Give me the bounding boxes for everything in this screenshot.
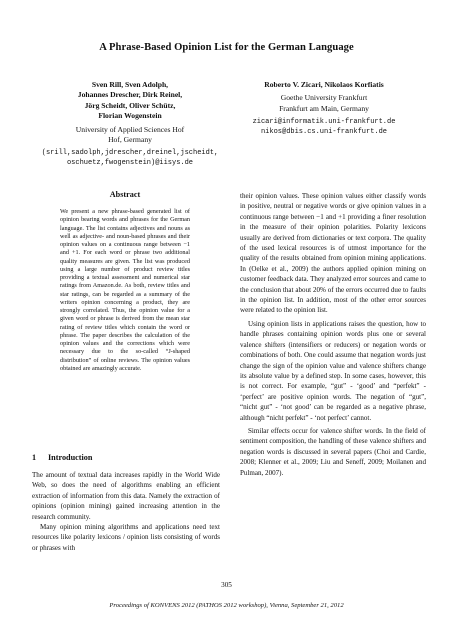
right-column: [240, 191, 426, 478]
section-heading: [32, 453, 220, 462]
page-footer: Proceedings of KONVENS 2012 (PATHOS 2012 workshop), Vienna, September 21, 2012: [109, 602, 344, 609]
author-emails: (srill,sadolph,jdrescher,dreinel,jscheidt, oschuetz,fwogenstein)@iisys.de: [41, 149, 219, 168]
authors-block-right: [234, 80, 414, 137]
author-affiliation: University of Applied Sciences Hof Hof, Germany: [75, 124, 185, 145]
intro-column: [32, 470, 220, 553]
body-paragraph: their opinion values. These opinion values either classify words in positive, neutral or negative words or give opinion values in a continuous range between −1 and +1 providing a finer resolution in the measure of their opinion polarities. Polarity lexicons usually are derived from dictionaries or text corpora. The quality of the used lexical resources is of utmost importance for the quality of the results obtained from opinion mining applications. In (Oelke et al., 2009) the authors applied opinion mining on customer feedback data. They analyzed error sources and came to the conclusion that about 20% of the errors occurred due to faults in the opinion list. In addition, most of the other error sources were related to the opinion list.: [240, 192, 426, 315]
author-names: Roberto V. Zicari, Nikolaos Korfiatis: [264, 80, 384, 89]
author-emails: zicari@informatik.uni-frankfurt.de nikos@dbis.cs.uni-frankfurt.de: [252, 118, 396, 137]
author-names: Sven Rill, Sven Adolph, Johannes Drescher, Dirk Reinel, Jörg Scheidt, Oliver Schütz, Florian Wogenstein: [77, 80, 183, 121]
abstract-heading: Abstract: [109, 190, 141, 199]
author-affiliation: Goethe University Frankfurt Frankfurt am Main, Germany: [279, 93, 369, 113]
abstract-text: We present a new phrase-based generated list of opinion bearing words and phrases for the German language. The list contains adjectives and nouns as well as adjective- and noun-based phrases and their opinion values on a continuous range between −1 and +1. For each word or phrase two additional quality measures are given. The list was produced using a large number of product review titles providing a textual assessment and numerical star ratings from Amazon.de. As both, review titles and star ratings, can be regarded as a summary of the writers opinion concerning a product, they are strongly correlated. Thus, the opinion value for a given word or phrase is derived from the mean star rating of review titles which contain the word or phrase. The paper describes the calculation of the opinion values and the corrections which were necessary due to the so-called “J-shaped distribution” of online reviews. The opinion values obtained are amazingly accurate.: [60, 208, 190, 372]
body-paragraph: Using opinion lists in applications raises the question, how to handle phrases containing opinion words plus one or several valence shifters (intensifiers or reducers) or negation words or combinations of both. One could assume that negation words just change the sign of the opinion value and valence shifters change its absolute value by a defined step. In some cases, however, this is not correct. For example, “gut” - ‘good’ and “perfekt” - ‘perfect’ are positive opinion words. The negation of “gut”, “nicht gut” - ‘not good’ can be regarded as a negative phrase, although “nicht perfekt” - ‘not perfect’ cannot.: [240, 319, 426, 422]
page-number: 305: [221, 581, 232, 589]
body-paragraph: Many opinion mining algorithms and applications need text resources like polarity lexicons / opinion lists consisting of words or phrases with: [32, 523, 220, 552]
authors-block-left: [40, 80, 220, 168]
section-title: Introduction: [48, 453, 93, 462]
paper-title: A Phrase-Based Opinion List for the German Language: [99, 42, 354, 53]
body-paragraph: The amount of textual data increases rapidly in the World Wide Web, so does the need of algorithms enabling an efficient extraction of information from this data. Namely the extraction of opinions (opinion mining) gained increasing attention in the research community.: [32, 471, 220, 521]
body-paragraph: Similar effects occur for valence shifter words. In the field of sentiment composition, the handling of these valence shifters and negation words is discussed in several papers (Choi and Cardie, 2008; Klenner et al., 2009; Liu and Seneff, 2009; Moilanen and Pulman, 2007).: [240, 426, 426, 477]
section-number: 1: [32, 453, 37, 462]
